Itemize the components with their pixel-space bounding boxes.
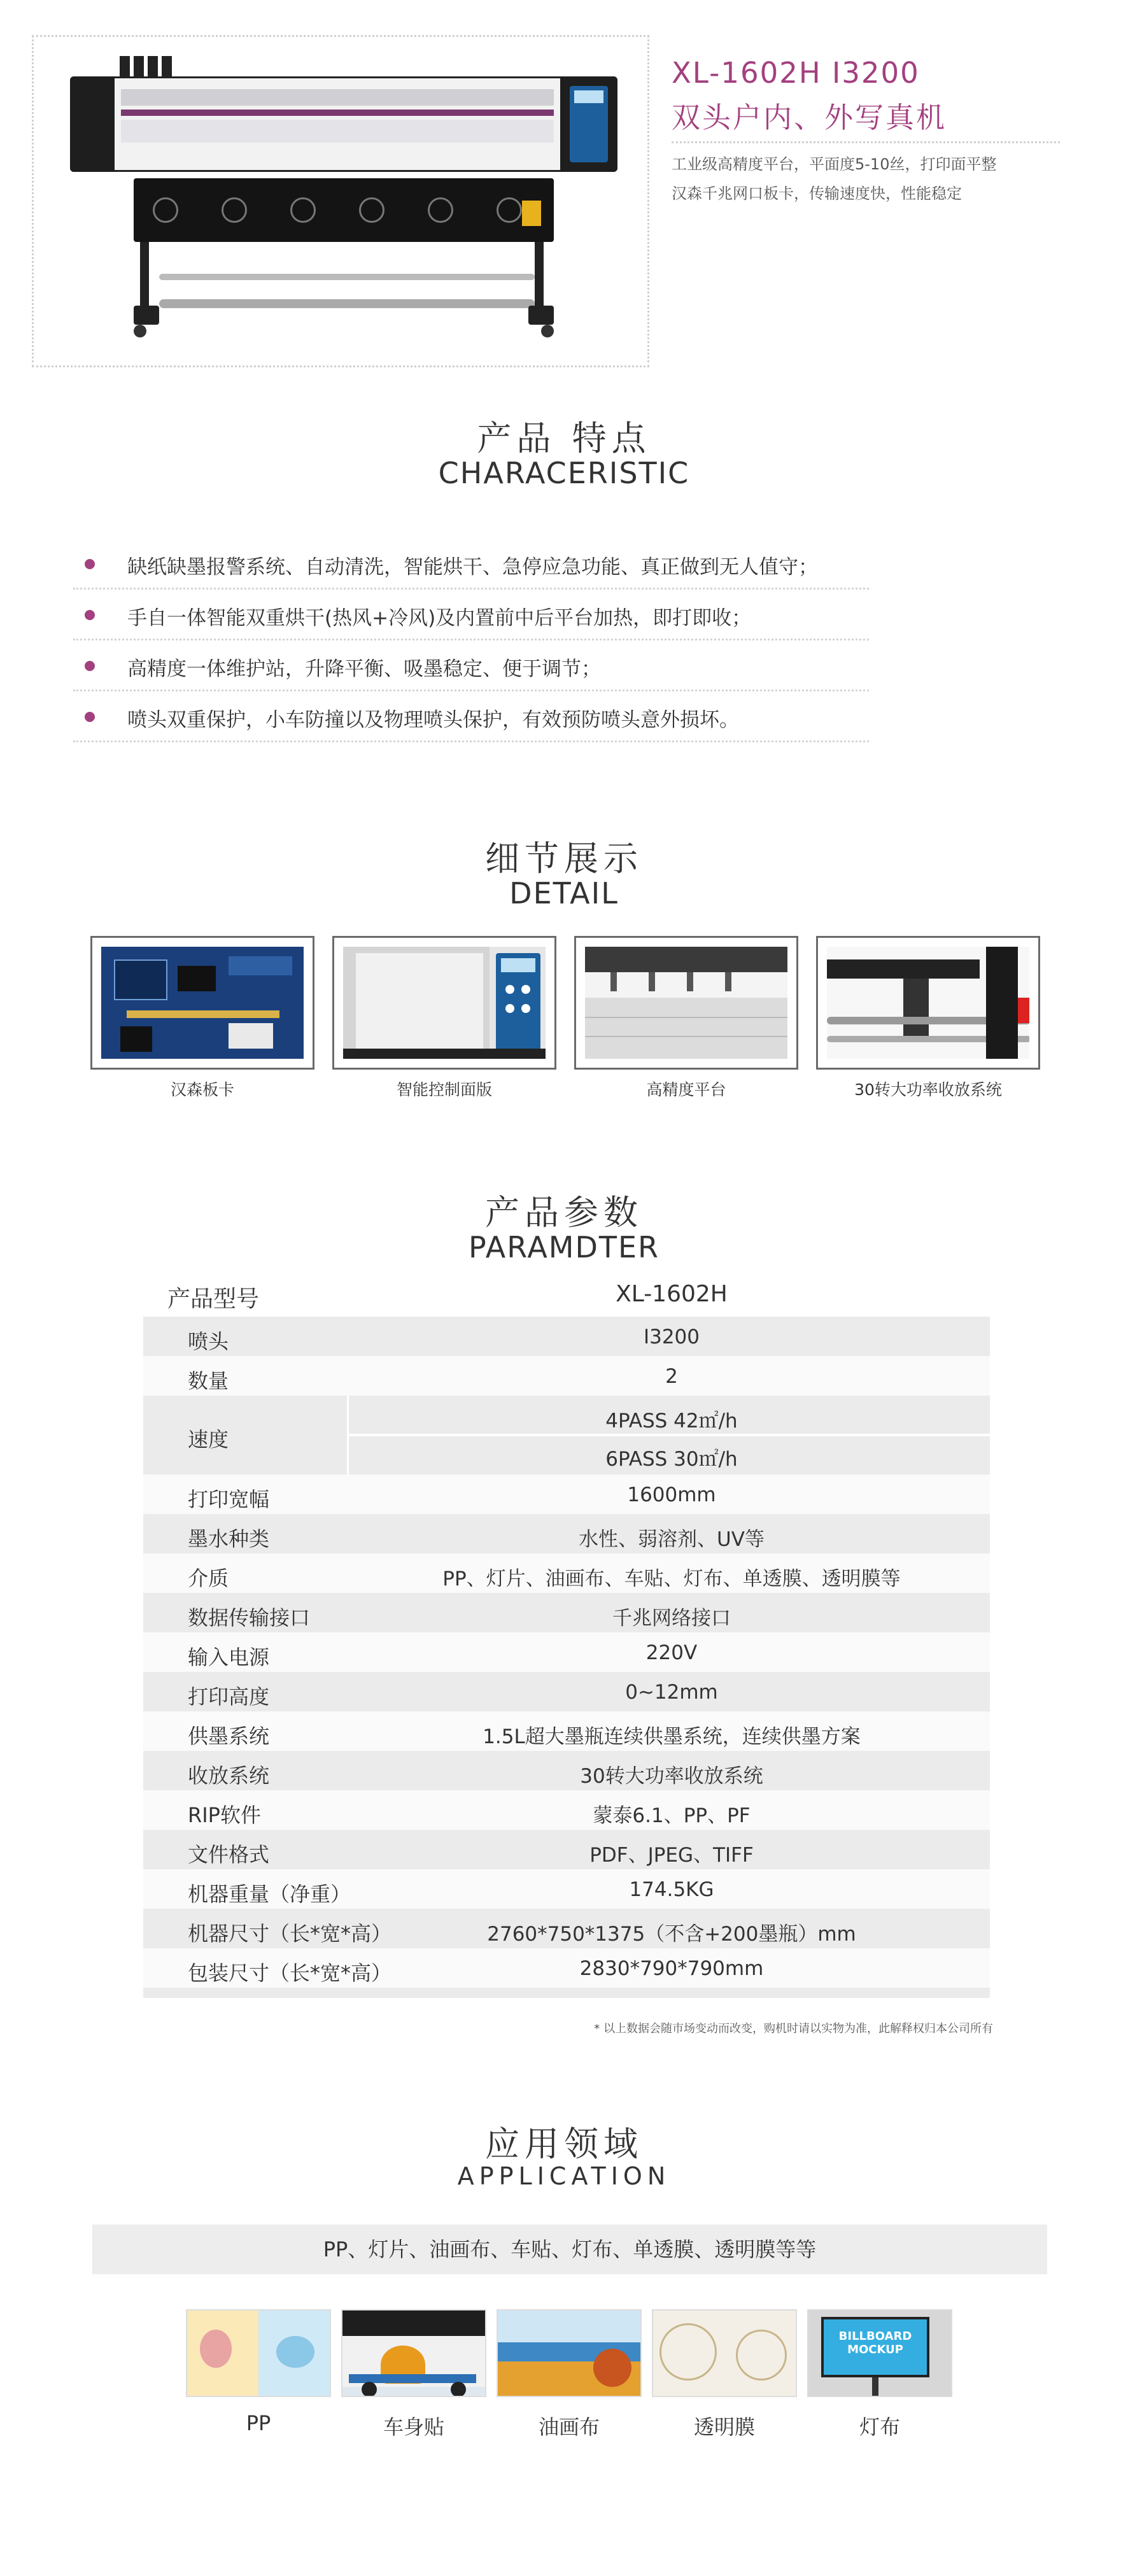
row-value: 4PASS 42㎡/h — [605, 1410, 738, 1433]
row-value: 6PASS 30㎡/h — [605, 1448, 738, 1471]
row-value: 1.5L超大墨瓶连续供墨系统，连续供墨方案 — [483, 1725, 861, 1748]
table-row — [143, 1593, 990, 1632]
feature-text: 手自一体智能双重烘干(热风+冷风)及内置前中后平台加热，即打即收； — [127, 607, 752, 630]
section-title-params: 产品参数 — [485, 1192, 643, 1233]
row-value: 30转大功率收放系统 — [580, 1765, 763, 1788]
model-title: XL-1602H I3200 — [672, 56, 920, 90]
feature-text: 缺纸缺墨报警系统、自动清洗，智能烘干、急停应急功能、真正做到无人值守； — [127, 556, 818, 579]
row-value: 2830*790*790mm — [579, 1957, 764, 1980]
bullet-dot-icon — [85, 661, 95, 671]
table-row — [143, 1948, 990, 1988]
detail-caption: 汉森板卡 — [170, 1080, 234, 1099]
row-label: 包装尺寸（长*宽*高） — [188, 1961, 392, 1985]
bullet-dot-icon — [85, 610, 95, 620]
table-row — [143, 1514, 990, 1553]
row-label: 介质 — [188, 1566, 229, 1590]
table-row — [143, 1317, 990, 1356]
table-row — [143, 1553, 990, 1593]
application-image-bus — [341, 2309, 486, 2397]
section-subtitle-params: PARAMDTER — [468, 1230, 660, 1264]
hero-desc-line: 汉森千兆网口板卡，传输速度快，性能稳定 — [672, 185, 962, 202]
application-caption: 透明膜 — [693, 2415, 755, 2439]
feature-text: 高精度一体维护站，升降平衡、吸墨稳定、便于调节； — [127, 658, 601, 681]
table-header-row — [143, 1272, 990, 1313]
row-label: 数据传输接口 — [188, 1606, 311, 1630]
row-label: 墨水种类 — [188, 1527, 270, 1551]
printer-illustration — [64, 51, 624, 350]
bullet-dot-icon — [85, 712, 95, 722]
table-row — [143, 1790, 990, 1830]
row-value: 220V — [645, 1641, 698, 1664]
row-value: 千兆网络接口 — [612, 1607, 731, 1630]
row-value: PDF、JPEG、TIFF — [589, 1844, 754, 1867]
table-row — [143, 1909, 990, 1948]
row-label: 机器尺寸（长*宽*高） — [188, 1921, 392, 1946]
application-image-transparent-film — [652, 2309, 797, 2397]
row-value: 174.5KG — [629, 1878, 714, 1901]
row-label: 喷头 — [188, 1329, 229, 1354]
row-value: 0~12mm — [625, 1681, 718, 1704]
row-label: 打印宽幅 — [188, 1487, 270, 1511]
row-value: I3200 — [643, 1326, 700, 1348]
detail-image-control-panel — [332, 936, 556, 1070]
row-label: 打印高度 — [188, 1685, 270, 1709]
row-label: 数量 — [188, 1369, 229, 1393]
feature-item — [73, 537, 869, 590]
row-value: 1600mm — [627, 1483, 716, 1506]
application-caption: PP — [246, 2411, 271, 2435]
detail-caption: 智能控制面版 — [396, 1080, 492, 1099]
row-label: RIP软件 — [188, 1803, 261, 1827]
feature-item — [73, 639, 869, 691]
row-label: 供墨系统 — [188, 1724, 270, 1748]
table-header-value: XL-1602H — [616, 1281, 728, 1307]
table-row — [143, 1356, 990, 1396]
row-label: 机器重量（净重） — [188, 1882, 351, 1906]
table-row — [143, 1396, 990, 1475]
table-row — [143, 1632, 990, 1672]
application-caption: 车身贴 — [383, 2415, 444, 2439]
application-caption: 灯布 — [859, 2415, 900, 2439]
section-subtitle-features: CHARACERISTIC — [438, 456, 690, 490]
section-subtitle-application: APPLICATION — [457, 2162, 671, 2190]
bullet-dot-icon — [85, 559, 95, 569]
row-label: 输入电源 — [188, 1645, 270, 1669]
application-image-pp — [186, 2309, 331, 2397]
feature-item — [73, 690, 869, 742]
hero-desc-line: 工业级高精度平台，平面度5-10丝，打印面平整 — [672, 155, 997, 173]
detail-caption: 30转大功率收放系统 — [854, 1080, 1002, 1099]
table-row — [143, 1711, 990, 1751]
divider — [672, 141, 1060, 143]
section-title-features: 产品 特点 — [477, 418, 651, 458]
detail-image-board — [90, 936, 314, 1070]
row-value: 水性、弱溶剂、UV等 — [579, 1528, 765, 1551]
table-row — [143, 1869, 990, 1909]
table-footer-bar — [143, 1988, 990, 1998]
disclaimer-note: * 以上数据会随市场变动而改变，购机时请以实物为准，此解释权归本公司所有 — [594, 2022, 993, 2035]
detail-image-takeup-system — [816, 936, 1040, 1070]
section-title-application: 应用领域 — [485, 2124, 643, 2164]
table-row — [143, 1475, 990, 1514]
table-row — [143, 1830, 990, 1869]
feature-text: 喷头双重保护，小车防撞以及物理喷头保护，有效预防喷头意外损坏。 — [127, 709, 739, 732]
feature-item — [73, 588, 869, 640]
row-value: 2760*750*1375（不含+200墨瓶）mm — [487, 1923, 856, 1946]
row-label: 文件格式 — [188, 1843, 270, 1867]
table-row — [143, 1672, 990, 1711]
row-label: 收放系统 — [188, 1764, 270, 1788]
table-row — [143, 1751, 990, 1790]
row-value: 2 — [665, 1365, 678, 1388]
detail-image-platform — [574, 936, 798, 1070]
application-image-lightbox — [807, 2309, 952, 2397]
application-image-canvas — [497, 2309, 642, 2397]
application-bar: PP、灯片、油画布、车贴、灯布、单透膜、透明膜等等 — [92, 2225, 1047, 2274]
row-value: 蒙泰6.1、PP、PF — [593, 1804, 751, 1827]
row-value: PP、灯片、油画布、车贴、灯布、单透膜、透明膜等 — [442, 1568, 901, 1590]
application-caption: 油画布 — [538, 2415, 600, 2439]
detail-caption: 高精度平台 — [646, 1080, 726, 1099]
model-subtitle: 双头户内、外写真机 — [672, 101, 947, 134]
billboard-text: BILLBOARD MOCKUP — [838, 2330, 912, 2356]
section-title-detail: 细节展示 — [485, 839, 643, 879]
table-header-label: 产品型号 — [167, 1286, 260, 1312]
row-label: 速度 — [188, 1427, 229, 1452]
section-subtitle-detail: DETAIL — [509, 876, 619, 910]
